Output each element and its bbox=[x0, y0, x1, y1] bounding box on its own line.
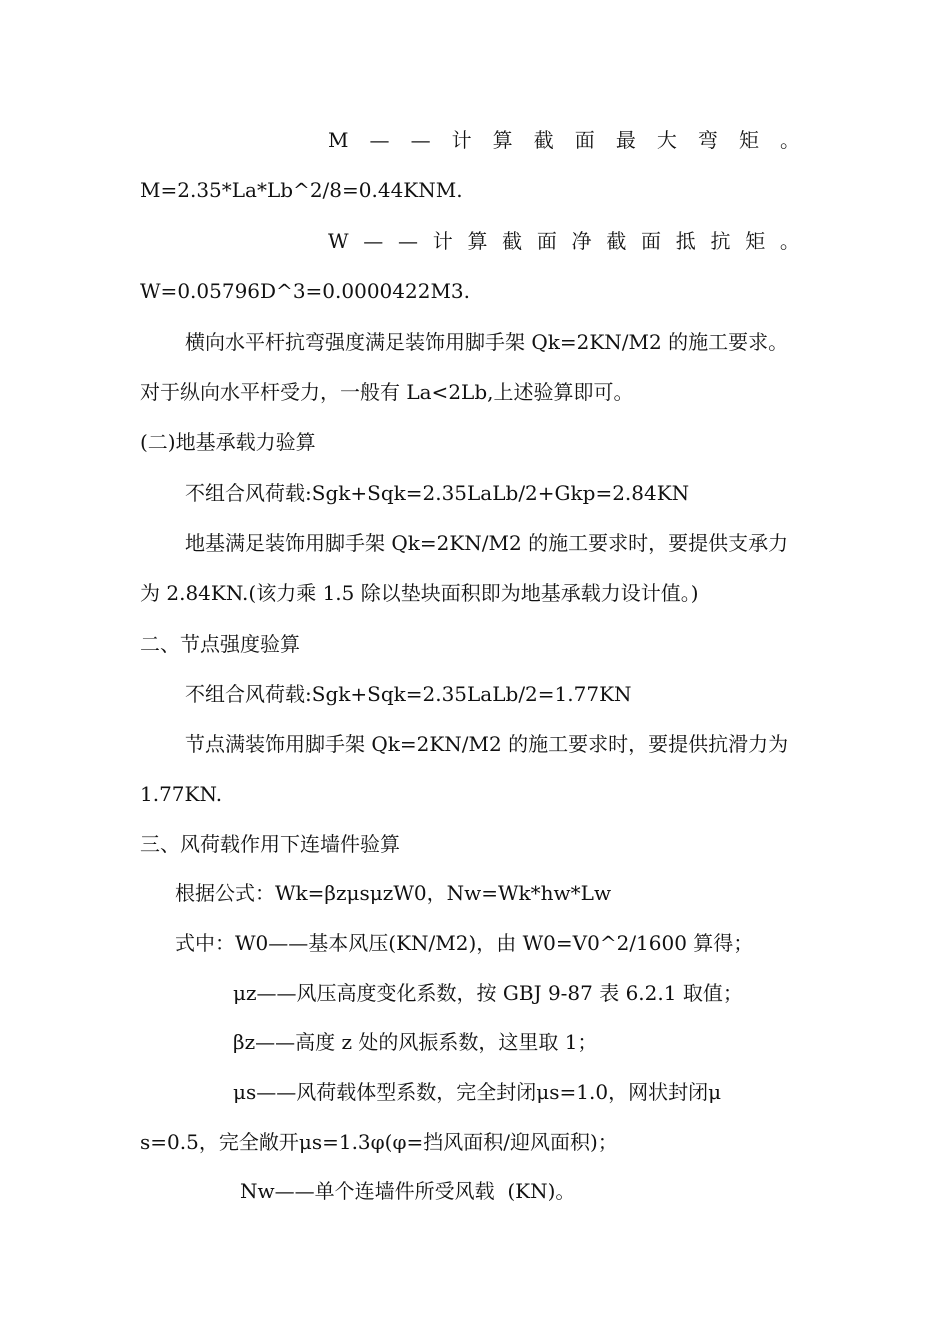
w-def-token: — bbox=[398, 229, 418, 253]
w-def-token: 计 bbox=[432, 229, 453, 253]
m-def-token: M bbox=[328, 128, 349, 152]
paragraph-line: 地基满足装饰用脚手架 Qk=2KN/M2 的施工要求时，要提供支承力 bbox=[185, 531, 789, 555]
section-heading: 三、风荷载作用下连墙件验算 bbox=[140, 832, 400, 856]
m-def-token: — bbox=[369, 128, 390, 152]
paragraph-line: 为 2.84KN.(该力乘 1.5 除以垫块面积即为地基承载力设计值。) bbox=[140, 581, 699, 605]
formula-line: 不组合风荷载:Sgk+Sqk=2.35LaLb/2=1.77KN bbox=[185, 682, 632, 706]
w-def-token: 截 bbox=[606, 229, 627, 253]
definition-line: s=0.5，完全敞开μs=1.3φ(φ=挡风面积/迎风面积)； bbox=[140, 1130, 618, 1154]
m-def-token: 。 bbox=[780, 128, 800, 152]
m-definition-line bbox=[328, 127, 800, 153]
w-def-token: 抗 bbox=[710, 229, 731, 253]
definition-line: μs——风荷载体型系数，完全封闭μs=1.0，网状封闭μ bbox=[233, 1080, 722, 1104]
definition-line: βz——高度 z 处的风振系数，这里取 1； bbox=[233, 1030, 598, 1054]
definition-line: 式中：W0——基本风压(KN/M2)，由 W0=V0^2/1600 算得； bbox=[175, 931, 754, 955]
m-def-token: 截 bbox=[533, 128, 554, 152]
formula-line: 根据公式：Wk=βzμsμzW0，Nw=Wk*hw*Lw bbox=[175, 881, 612, 905]
formula-line: 不组合风荷载:Sgk+Sqk=2.35LaLb/2+Gkp=2.84KN bbox=[185, 481, 690, 505]
definition-line: μz——风压高度变化系数，按 GBJ 9-87 表 6.2.1 取值； bbox=[233, 981, 743, 1005]
section-heading: (二)地基承载力验算 bbox=[140, 430, 316, 454]
w-def-token: W bbox=[328, 229, 349, 253]
w-formula-line: W=0.05796D^3=0.0000422M3. bbox=[140, 279, 471, 303]
m-def-token: 面 bbox=[574, 128, 595, 152]
w-def-token: — bbox=[363, 229, 384, 253]
paragraph-line: 节点满装饰用脚手架 Qk=2KN/M2 的施工要求时，要提供抗滑力为 bbox=[185, 732, 789, 756]
m-def-token: 弯 bbox=[697, 128, 718, 152]
w-def-token: 净 bbox=[571, 229, 592, 253]
w-def-token: 。 bbox=[779, 229, 800, 253]
w-def-token: 算 bbox=[467, 229, 488, 253]
m-def-token: 大 bbox=[656, 128, 677, 152]
m-formula-line: M=2.35*La*Lb^2/8=0.44KNM. bbox=[140, 178, 463, 202]
paragraph-line: 对于纵向水平杆受力，一般有 La<2Lb,上述验算即可。 bbox=[140, 380, 634, 404]
paragraph-line: 横向水平杆抗弯强度满足装饰用脚手架 Qk=2KN/M2 的施工要求。 bbox=[185, 330, 789, 354]
m-def-token: 矩 bbox=[738, 128, 759, 152]
m-def-token: — bbox=[410, 128, 431, 152]
w-definition-line bbox=[328, 228, 800, 254]
w-def-token: 截 bbox=[502, 229, 523, 253]
w-def-token: 面 bbox=[641, 229, 662, 253]
section-heading: 二、节点强度验算 bbox=[140, 632, 300, 656]
m-def-token: 计 bbox=[451, 128, 472, 152]
paragraph-line: 1.77KN. bbox=[140, 782, 223, 806]
definition-line: Nw——单个连墙件所受风载 (KN)。 bbox=[240, 1179, 576, 1203]
w-def-token: 矩 bbox=[745, 229, 766, 253]
m-def-token: 算 bbox=[492, 128, 513, 152]
w-def-token: 抵 bbox=[675, 229, 696, 253]
m-def-token: 最 bbox=[615, 128, 636, 152]
w-def-token: 面 bbox=[536, 229, 557, 253]
